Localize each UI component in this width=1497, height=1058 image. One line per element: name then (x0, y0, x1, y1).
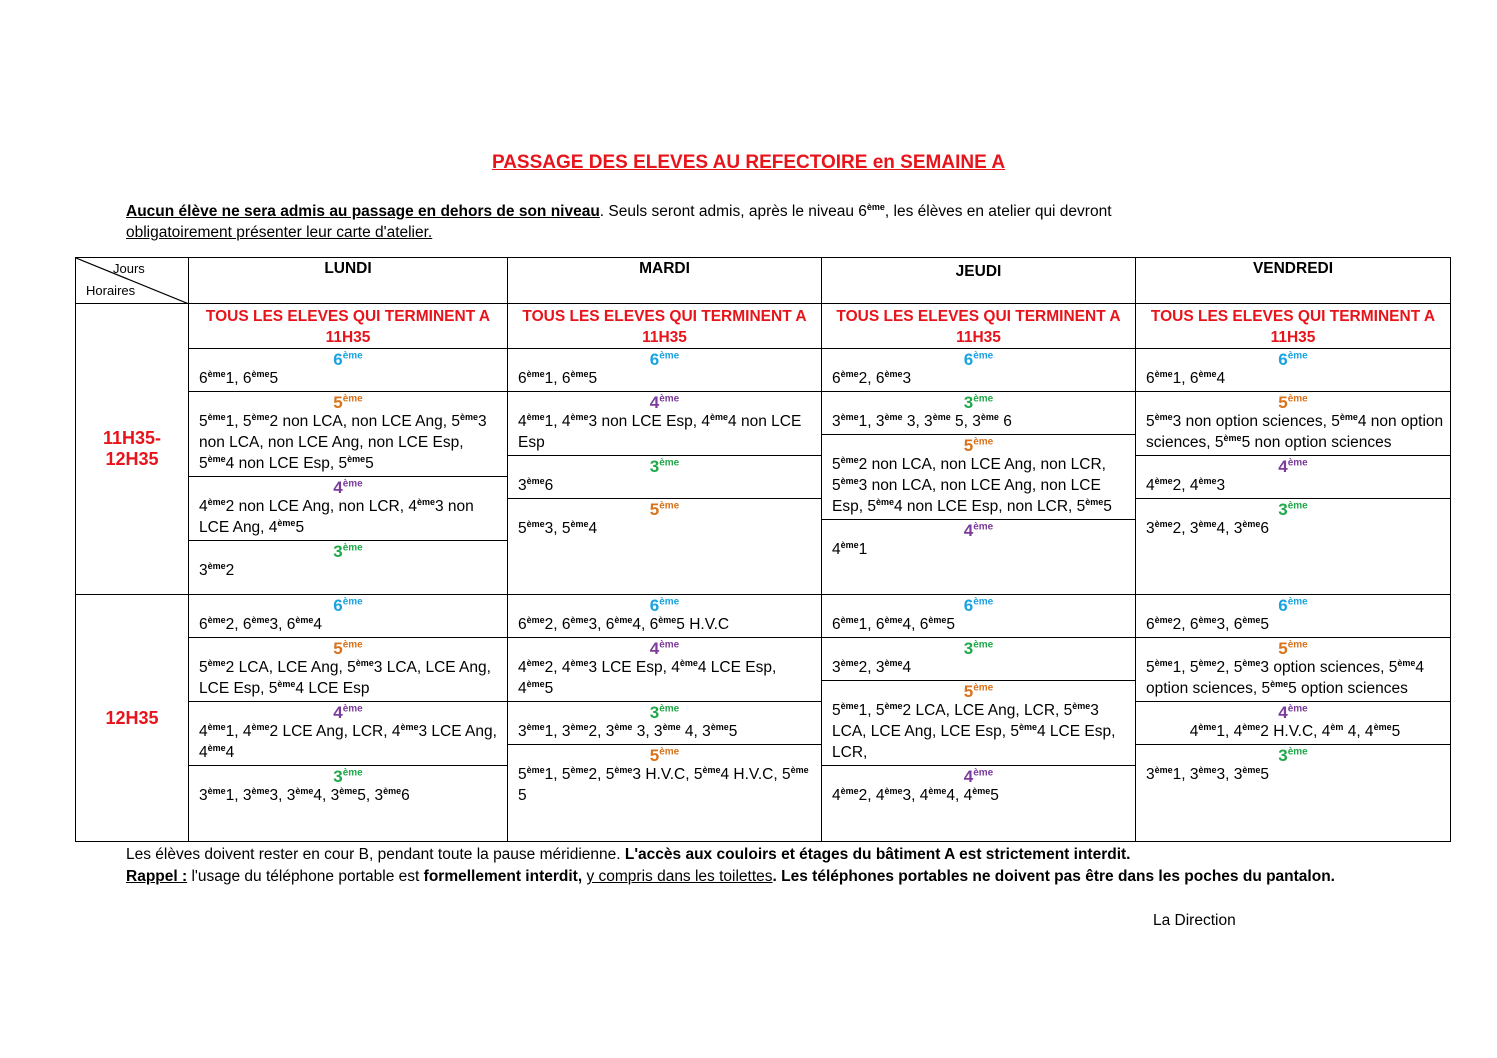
footer-line1: Les élèves doivent rester en cour B, pendant toute la pause méridienne. (126, 846, 625, 863)
class-list: 6ème2, 6ème3, 6ème5 (1146, 614, 1270, 633)
level-block-5 (508, 745, 821, 808)
notice-sup: ème (866, 201, 885, 212)
level-heading: 6ème (1278, 350, 1308, 369)
level-heading: 6ème (963, 350, 994, 369)
level-heading: 6ème (963, 596, 994, 615)
level-block-3 (822, 638, 1135, 681)
day-header-mardi: MARDI (508, 258, 822, 304)
class-list: 3ème1, 3ème3, 3ème5 (1146, 764, 1270, 783)
notice-underlined: obligatoirement présenter leur carte d'atelier. (126, 224, 433, 241)
level-block-6 (189, 595, 507, 638)
class-list: 4ème2, 4ème3, 4ème4, 4ème5 (832, 785, 999, 804)
level-heading: 6ème (649, 596, 680, 615)
all-students-jeudi: TOUS LES ELEVES QUI TERMINENT A 11H35 (822, 304, 1136, 349)
level-heading: 5ème (1278, 393, 1308, 412)
class-list: 3ème2, 3ème4, 3ème6 (1146, 518, 1270, 537)
day-header-jeudi: JEUDI (822, 258, 1136, 304)
level-heading: 3ème (1278, 746, 1308, 765)
level-heading: 6ème (333, 596, 363, 615)
class-list: 5ème2 non LCA, non LCE Ang, non LCR, 5ème3 non LCA, non LCE Ang, non LCE Esp, 5ème4 non LCE Esp, non LCR, 5ème5 (832, 454, 1112, 515)
level-block-4 (508, 392, 821, 456)
level-heading: 3ème (333, 767, 363, 786)
notice-paragraph (126, 201, 1326, 243)
level-block-4 (822, 520, 1135, 562)
level-block-6 (189, 349, 507, 392)
level-block-4 (1136, 702, 1450, 745)
class-list: 3ème1, 3ème 3, 3ème 5, 3ème 6 (832, 411, 1012, 430)
level-heading: 4ème (649, 639, 680, 658)
level-block-5 (1136, 638, 1450, 702)
class-list: 6ème2, 6ème3 (832, 368, 912, 387)
class-list: 5ème2 LCA, LCE Ang, 5ème3 LCA, LCE Ang, LCE Esp, 5ème4 LCE Esp (199, 657, 491, 697)
class-list: 6ème2, 6ème3, 6ème4, 6ème5 H.V.C (518, 614, 730, 633)
level-heading: 6ème (333, 350, 363, 369)
level-heading: 3ème (649, 457, 680, 476)
level-block-5 (189, 392, 507, 477)
class-list: 5ème1, 5ème2 non LCA, non LCE Ang, 5ème3 non LCA, non LCE Ang, non LCE Esp, 5ème4 non LCE Esp, 5ème5 (199, 411, 487, 472)
level-heading: 4ème (649, 393, 680, 412)
level-heading: 3ème (963, 393, 994, 412)
level-heading: 4ème (963, 767, 994, 786)
signature: La Direction (1153, 912, 1236, 929)
level-heading: 5ème (649, 746, 680, 765)
time-slot-1 (76, 304, 189, 595)
level-block-4 (1136, 456, 1450, 499)
level-heading: 3ème (649, 703, 680, 722)
level-heading: 5ème (649, 500, 680, 519)
class-list: 5ème1, 5ème2, 5ème3 H.V.C, 5ème4 H.V.C, 5ème 5 (518, 764, 809, 804)
horaires-label: Horaires (86, 283, 136, 298)
schedule-table (75, 257, 1451, 842)
level-block-6 (822, 595, 1135, 638)
level-heading: 3ème (1278, 500, 1308, 519)
level-block-3 (1136, 499, 1450, 541)
rappel-label: Rappel : (126, 868, 188, 885)
level-heading: 6ème (1278, 596, 1308, 615)
level-block-3 (189, 541, 507, 583)
notice-text-2: , les élèves en atelier qui devront (884, 203, 1112, 220)
class-list: 6ème1, 6ème5 (199, 368, 279, 387)
level-heading: 5ème (963, 436, 994, 455)
notice-text-1: . Seuls seront admis, après le niveau 6 (599, 203, 867, 220)
all-students-mardi: TOUS LES ELEVES QUI TERMINENT A 11H35 (508, 304, 822, 349)
rappel-end: Les téléphones portables ne doivent pas être dans les poches du pantalon. (781, 868, 1335, 885)
level-heading: 4ème (1278, 703, 1308, 722)
class-list: 4ème1, 4ème2 H.V.C, $4^{èm}$ 4, 4ème5 (1189, 721, 1401, 740)
slot1-jeudi (822, 349, 1136, 595)
level-block-6 (1136, 595, 1450, 638)
slot2-vendredi (1136, 595, 1451, 842)
level-block-5 (1136, 392, 1450, 456)
day-header-vendredi: VENDREDI (1136, 258, 1451, 304)
level-heading: 3ème (333, 542, 363, 561)
rappel-text: l'usage du téléphone portable est (187, 868, 424, 885)
class-list: 3ème1, 3ème2, 3ème 3, 3ème 4, 3ème5 (518, 721, 738, 740)
rappel-bold: formellement interdit (423, 868, 578, 885)
time-slot-2-label: 12H35 (105, 707, 159, 728)
slot2-jeudi (822, 595, 1136, 842)
level-block-5 (822, 435, 1135, 520)
class-list: 6ème1, 6ème4, 6ème5 (832, 614, 956, 633)
notice-bold: Aucun élève ne sera admis au passage en dehors de son niveau (126, 203, 600, 220)
document-title: PASSAGE DES ELEVES AU REFECTOIRE en SEMAINE A (491, 152, 1006, 173)
level-heading: 3ème (963, 639, 994, 658)
class-list: 5ème1, 5ème2 LCA, LCE Ang, LCR, 5ème3 LCA, LCE Ang, LCE Esp, 5ème4 LCE Esp, LCR, (832, 700, 1116, 761)
slot1-lundi (189, 349, 508, 595)
level-block-3 (1136, 745, 1450, 787)
level-heading: 5ème (1278, 639, 1308, 658)
level-block-4 (822, 766, 1135, 808)
level-heading: 5ème (963, 682, 994, 701)
class-list: 3ème2, 3ème4 (832, 657, 912, 676)
class-list: 6ème1, 6ème4 (1146, 368, 1226, 387)
rappel-underlined: y compris dans les toilettes (586, 868, 773, 885)
slot1-mardi (508, 349, 822, 595)
slot2-lundi (189, 595, 508, 842)
class-list: 4ème1, 4ème3 non LCE Esp, 4ème4 non LCE Esp (518, 411, 802, 451)
level-block-6 (1136, 349, 1450, 392)
level-block-3 (508, 702, 821, 745)
level-block-4 (508, 638, 821, 702)
class-list: 4ème2, 4ème3 (1146, 475, 1226, 494)
level-block-4 (189, 702, 507, 766)
level-block-5 (189, 638, 507, 702)
corner-header-cell (76, 258, 189, 304)
level-block-5 (508, 499, 821, 541)
footer-notes: Les élèves doivent rester en cour B, pendant toute la pause méridienne. L'accès aux couloirs et étages du bâtiment A est strictement interdit. Rappel : l'usage du téléphone portable est formellement interdit, y compris dans les toilettes. Les téléphones portables ne doivent pas être dans les poches du pantalon. (126, 846, 1335, 885)
day-header-lundi: LUNDI (189, 258, 508, 304)
level-block-6 (822, 349, 1135, 392)
class-list: 3ème2 (199, 560, 235, 579)
footer-line1-bold: L'accès aux couloirs et étages du bâtiment A est strictement interdit. (624, 846, 1131, 863)
level-heading: 4ème (963, 521, 994, 540)
level-heading: 4ème (333, 703, 363, 722)
level-heading: 5ème (333, 393, 363, 412)
level-block-3 (189, 766, 507, 808)
level-block-5 (822, 681, 1135, 766)
class-list: 3ème1, 3ème3, 3ème4, 3ème5, 3ème6 (199, 785, 410, 804)
class-list: 6ème2, 6ème3, 6ème4 (199, 614, 323, 633)
all-students-vendredi: TOUS LES ELEVES QUI TERMINENT A 11H35 (1136, 304, 1451, 349)
class-list: 5ème1, 5ème2, 5ème3 option sciences, 5ème4 option sciences, 5ème5 option sciences (1146, 657, 1425, 697)
class-list: 5ème3 non option sciences, 5ème4 non option sciences, 5ème5 non option sciences (1146, 411, 1444, 451)
level-block-3 (822, 392, 1135, 435)
level-block-6 (508, 595, 821, 638)
level-heading: 4ème (333, 478, 363, 497)
level-block-6 (508, 349, 821, 392)
class-list: 4ème2 non LCE Ang, non LCR, 4ème3 non LCE Ang, 4ème5 (199, 496, 474, 536)
class-list: 6ème1, 6ème5 (518, 368, 598, 387)
class-list: 5ème3, 5ème4 (518, 518, 598, 537)
level-heading: 4ème (1278, 457, 1308, 476)
slot2-mardi (508, 595, 822, 842)
slot1-vendredi (1136, 349, 1451, 595)
time-slot-2 (76, 595, 189, 842)
class-list: 4ème1, 4ème2 LCE Ang, LCR, 4ème3 LCE Ang, 4ème4 (199, 721, 497, 761)
level-block-4 (189, 477, 507, 541)
class-list: 4ème1 (832, 539, 868, 558)
level-block-3 (508, 456, 821, 499)
level-heading: 5ème (333, 639, 363, 658)
all-students-lundi: TOUS LES ELEVES QUI TERMINENT A 11H35 (189, 304, 508, 349)
time-slot-1-label: 11H35- 12H35 (102, 428, 162, 469)
class-list: 3ème6 (518, 475, 554, 494)
class-list: 4ème2, 4ème3 LCE Esp, 4ème4 LCE Esp, 4ème5 (518, 657, 777, 697)
level-heading: 6ème (649, 350, 680, 369)
jours-label: Jours (113, 261, 145, 276)
